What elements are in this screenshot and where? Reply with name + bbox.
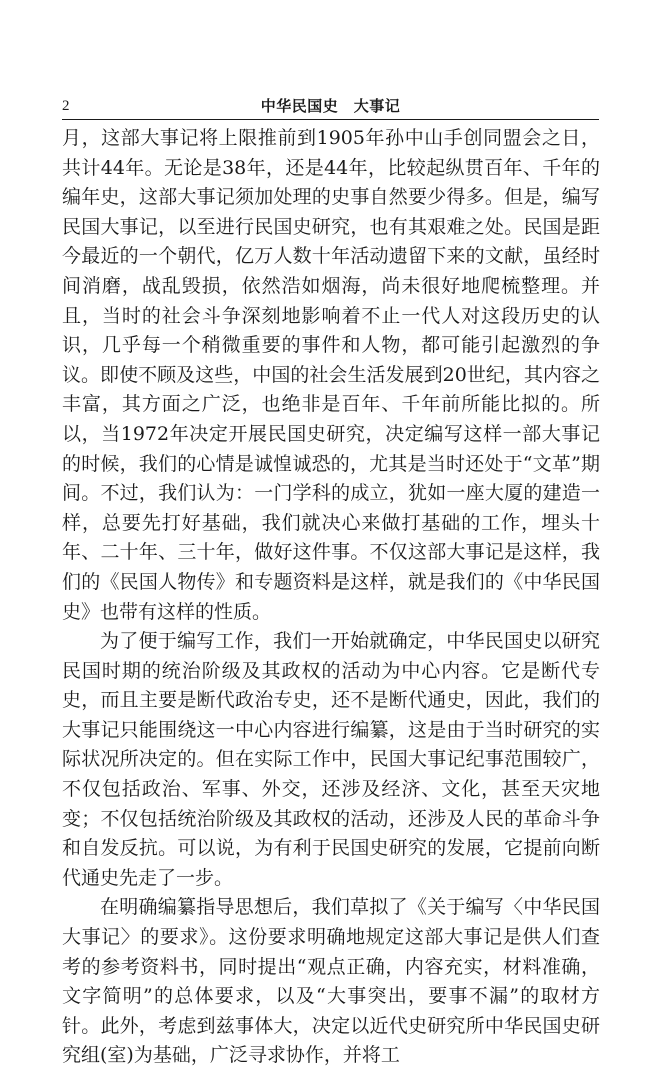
paragraph-3: 在明确编纂指导思想后，我们草拟了《关于编写〈中华民国大事记〉的要求》。这份要求明确地规定这部大事记是供人们查考的参考资料书，同时提出“观点正确，内容充实，材料准确，文字简明”的总体要求，以及“大事突出，要事不漏”的取材方针。此外，考虑到兹事体大，决定以近代史研究所中华民国史研究组(室)为基础，广泛寻求协作，并将工 [62,896,600,1067]
body-text [62,124,600,1071]
header-rule [62,119,599,120]
paragraph-2: 为了便于编写工作，我们一开始就确定，中华民国史以研究民国时期的统治阶级及其政权的活动为中心内容。它是断代专史，而且主要是断代政治专史，还不是断代通史，因此，我们的大事记只能围绕这一中心内容进行编纂，这是由于当时研究的实际状况所决定的。但在实际工作中，民国大事记纪事范围较广，不仅包括政治、军事、外交，还涉及经济、文化，甚至天灾地变；不仅包括统治阶级及其政权的活动，还涉及人民的革命斗争和自发反抗。可以说，为有利于民国史研究的发展，它提前向断代通史先走了一步。 [62,630,600,889]
running-title: 中华民国史 大事记 [260,97,401,115]
paragraph-1: 月，这部大事记将上限推前到1905年孙中山手创同盟会之日，共计44年。无论是38年，还是44年，比较起纵贯百年、千年的编年史，这部大事记须加处理的史事自然要少得多。但是，编写民国大事记，以至进行民国史研究，也有其艰难之处。民国是距今最近的一个朝代，亿万人数十年活动遗留下来的文献，虽经时间消磨，战乱毁损，依然浩如烟海，尚未很好地爬梳整理。并且，当时的社会斗争深刻地影响着不止一代人对这段历史的认识，几乎每一个稍微重要的事件和人物，都可能引起激烈的争议。即使不顾及这些，中国的社会生活发展到20世纪，其内容之丰富，其方面之广泛，也绝非是百年、千年前所能比拟的。所以，当1972年决定开展民国史研究，决定编写这样一部大事记的时候，我们的心情是诚惶诚恐的，尤其是当时还处于“文革”期间。不过，我们认为：一门学科的成立，犹如一座大厦的建造一样，总要先打好基础，我们就决心来做打基础的工作，埋头十年、二十年、三十年，做好这件事。不仅这部大事记是这样，我们的《民国人物传》和专题资料是这样，就是我们的《中华民国史》也带有这样的性质。 [62,127,600,623]
page-header [62,96,599,120]
page-number: 2 [62,98,70,114]
